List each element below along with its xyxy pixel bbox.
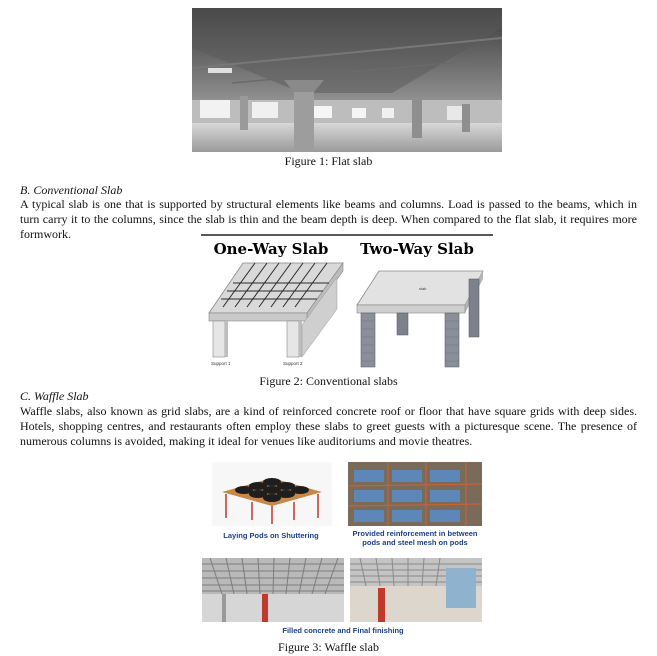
support-2-label: Support 2 (283, 361, 303, 366)
label-final-finishing: Filled concrete and Final finishing (282, 626, 404, 635)
reinforcement-image (348, 462, 482, 526)
figure3-caption: Figure 3: Waffle slab (278, 640, 379, 654)
one-way-slab-title: One-Way Slab (213, 240, 329, 258)
slab-label: slab (419, 286, 427, 291)
conventional-slabs-figure (199, 233, 495, 373)
support-1-label: Support 1 (211, 361, 231, 366)
pods-on-shuttering-image (212, 462, 332, 526)
finished-waffle-ceiling-image (202, 558, 344, 622)
label-reinforcement: Provided reinforcement in between pods and steel mesh on pods (352, 529, 478, 547)
flat-slab-photo (192, 8, 502, 152)
section-b-heading: B. Conventional Slab (20, 183, 123, 197)
section-b-paragraph: A typical slab is one that is supported by structural elements like beams and columns. Load is passed to the beams, which in turn carry it to the columns, since the slab is thin and the beam depth is deep. When compared to the flat slab, it requires more formwork. (20, 197, 637, 241)
section-c-paragraph: Waffle slabs, also known as grid slabs, are a kind of reinforced concrete roof or floor that have square grids with deep sides. Hotels, shopping centres, and restaurants often employ these slabs to greet guests with a picturesque scene. The presence of numerous columns is avoided, making it ideal for venues like auditoriums and movie theatres. (20, 404, 637, 448)
finished-interior-image (350, 558, 482, 622)
waffle-slab-figure (198, 460, 488, 638)
two-way-slab-title: Two-Way Slab (360, 240, 474, 258)
label-laying-pods: Laying Pods on Shuttering (223, 531, 319, 540)
figure2-caption: Figure 2: Conventional slabs (259, 374, 398, 388)
section-c-heading: C. Waffle Slab (20, 389, 89, 403)
figure1-caption: Figure 1: Flat slab (284, 154, 373, 168)
